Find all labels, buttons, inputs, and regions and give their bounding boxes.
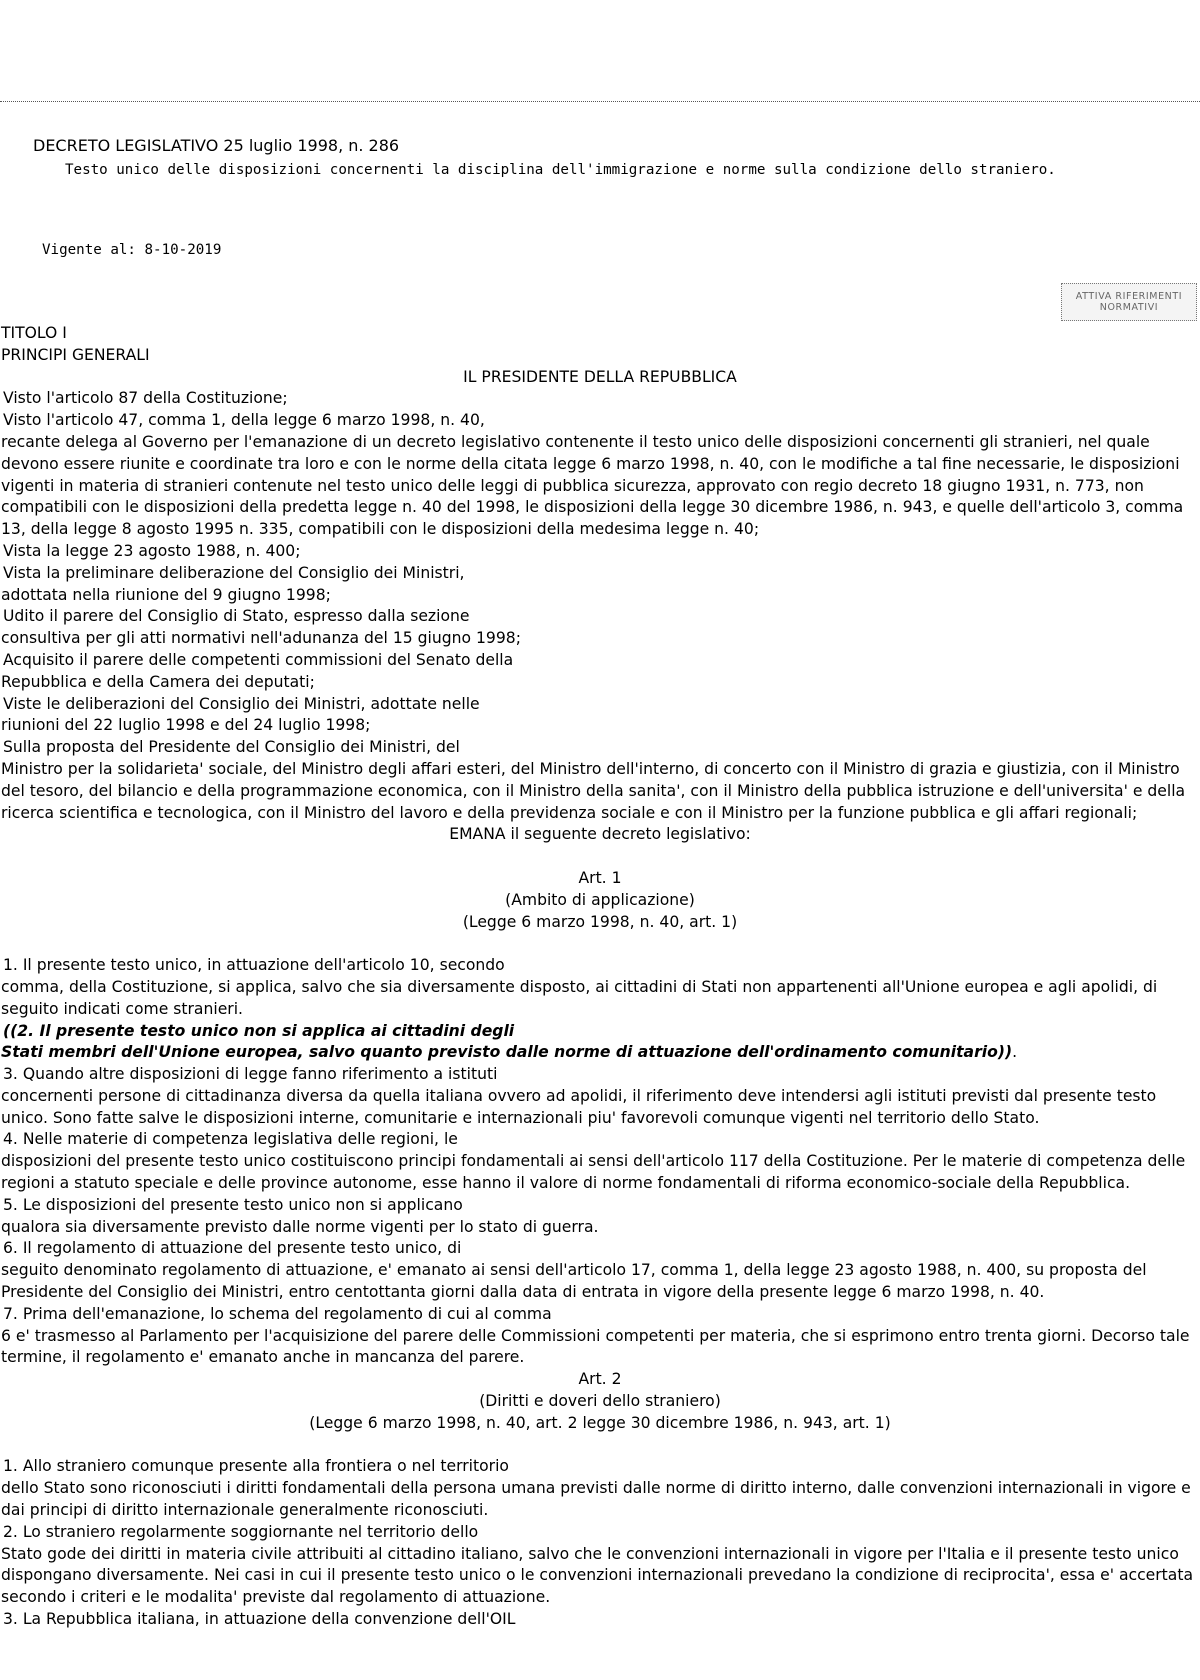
preamble-para: Udito il parere del Consiglio di Stato, espresso dalla sezione (3, 607, 470, 626)
ref-button-line1: ATTIVA RIFERIMENTI (1075, 291, 1183, 302)
article-title: (Diritti e doveri dello straniero) (479, 1392, 721, 1411)
comma-text: 6. Il regolamento di attuazione del presente testo unico, di (3, 1239, 462, 1258)
comma-text: 1. Allo straniero comunque presente alla frontiera o nel territorio (3, 1457, 509, 1476)
document-title: DECRETO LEGISLATIVO 25 luglio 1998, n. 286 (33, 136, 400, 155)
preamble-para: adottata nella riunione del 9 giugno 1998; (1, 585, 331, 604)
preamble-para: Acquisito il parere delle competenti commissioni del Senato della (3, 650, 514, 669)
comma-text: 3. Quando altre disposizioni di legge fanno riferimento a istituti (3, 1065, 498, 1084)
preamble-para: consultiva per gli atti normativi nell'adunanza del 15 giugno 1998; (1, 629, 521, 648)
article-title: (Ambito di applicazione) (505, 890, 695, 909)
article-source: (Legge 6 marzo 1998, n. 40, art. 2 legge 30 dicembre 1986, n. 943, art. 1) (309, 1413, 891, 1432)
top-dotted-rule (0, 101, 1200, 102)
ref-button-line2: NORMATIVI (1099, 302, 1159, 313)
comma-text: 2. Lo straniero regolarmente soggiornante nel territorio dello (3, 1522, 479, 1541)
preamble-para: Vista la legge 23 agosto 1988, n. 400; (3, 541, 301, 560)
preamble-para: Visto l'articolo 87 della Costituzione; (3, 389, 288, 408)
comma-text: 4. Nelle materie di competenza legislativa delle regioni, le (3, 1130, 458, 1149)
amended-comma-text: Stati membri dell'Unione europea, salvo quanto previsto dalle norme di attuazione dell'ordinamento comunitario)) (1, 1043, 1013, 1062)
preamble-para: recante delega al Governo per l'emanazione di un decreto legislativo contenente il testo unico delle disposizioni concernenti gli stranieri, nel quale devono essere riunite e coordinate tra loro e con le norme della citata legge 6 marzo 1998, n. 40, con le modifiche a tal fine necessarie, le disposizioni vigenti in materia di stranieri contenute nel testo unico delle leggi di pubblica sicurezza, approvato con regio decreto 18 giugno 1931, n. 773, non compatibili con le disposizioni della predetta legge n. 40 del 1998, le disposizioni della legge 30 dicembre 1986, n. 943, e quelle dell'articolo 3, comma 13, della legge 8 agosto 1995 n. 335, compatibili con le disposizioni della medesima legge n. 40; (1, 432, 1184, 539)
comma-text: 1. Il presente testo unico, in attuazione dell'articolo 10, secondo (3, 956, 505, 975)
document-body (0, 323, 1200, 1631)
comma-text: seguito denominato regolamento di attuazione, e' emanato ai sensi dell'articolo 17, comma 1, della legge 23 agosto 1988, n. 400, su proposta del Presidente del Consiglio dei Ministri, entro centottanta giorni dalla data di entrata in vigore della presente legge 6 marzo 1998, n. 40. (1, 1261, 1147, 1302)
comma-text: Stato gode dei diritti in materia civile attribuiti al cittadino italiano, salvo che le convenzioni internazionali in vigore per l'Italia e il presente testo unico dispongano diversamente. Nei casi in cui il presente testo unico o le convenzioni internazionali prevedano la condizione di reciprocita', essa e' accertata secondo i criteri e le modalita' previste dal regolamento di attuazione. (1, 1544, 1194, 1607)
emana-line: EMANA il seguente decreto legislativo: (449, 825, 751, 844)
titolo-number: TITOLO I (1, 324, 67, 342)
amended-comma-text: ((2. Il presente testo unico non si applica ai cittadini degli (3, 1021, 515, 1040)
preamble-para: Visto l'articolo 47, comma 1, della legge 6 marzo 1998, n. 40, (3, 411, 485, 430)
comma-text: disposizioni del presente testo unico costituiscono principi fondamentali ai sensi dell'articolo 117 della Costituzione. Per le materie di competenza delle regioni a statuto speciale e delle province autonome, esse hanno il valore di norme fondamentali di riforma economico-sociale della Repubblica. (1, 1152, 1186, 1193)
comma-text: 6 e' trasmesso al Parlamento per l'acquisizione del parere delle Commissioni competenti per materia, che si esprimono entro trenta giorni. Decorso tale termine, il regolamento e' emanato anche in mancanza del parere. (1, 1326, 1190, 1367)
preamble-para: Repubblica e della Camera dei deputati; (1, 672, 315, 691)
titolo-name: PRINCIPI GENERALI (1, 345, 150, 364)
comma-text: qualora sia diversamente previsto dalle norme vigenti per lo stato di guerra. (1, 1217, 599, 1236)
comma-text: concernenti persone di cittadinanza diversa da quella italiana ovvero ad apolidi, il riferimento deve intendersi agli istituti previsti dal presente testo unico. Sono fatte salve le disposizioni interne, comunitarie e internazionali piu' favorevoli comunque vigenti nel territorio dello Stato. (1, 1086, 1157, 1127)
article-number: Art. 1 (578, 868, 622, 887)
document-subtitle: Testo unico delle disposizioni concernenti la disciplina dell'immigrazione e norme sulla condizione dello straniero. (65, 162, 1056, 178)
comma-text: comma, della Costituzione, si applica, salvo che sia diversamente disposto, ai cittadini di Stati non appartenenti all'Unione europea e agli apolidi, di seguito indicati come stranieri. (1, 977, 1158, 1018)
comma-text: dello Stato sono riconosciuti i diritti fondamentali della persona umana previsti dalle norme di diritto interno, dalle convenzioni internazionali in vigore e dai principi di diritto internazionale generalmente riconosciuti. (1, 1479, 1191, 1520)
preamble-para: Ministro per la solidarieta' sociale, del Ministro degli affari esteri, del Ministro dell'interno, di concerto con il Ministro di grazia e giustizia, con il Ministro del tesoro, del bilancio e della programmazione economica, con il Ministro della sanita', con il Ministro della pubblica istruzione e dell'universita' e della ricerca scientifica e tecnologica, con il Ministro del lavoro e della previdenza sociale e con il Ministro per la funzione pubblica e gli affari regionali; (1, 759, 1186, 822)
comma-text: 5. Le disposizioni del presente testo unico non si applicano (3, 1195, 463, 1214)
attiva-riferimenti-button[interactable] (1061, 283, 1197, 321)
comma-period: . (1012, 1043, 1018, 1062)
preamble-para: Sulla proposta del Presidente del Consiglio dei Ministri, del (3, 738, 460, 757)
vigente-date: Vigente al: 8-10-2019 (42, 242, 222, 258)
article-number: Art. 2 (578, 1370, 622, 1389)
preamble-para: riunioni del 22 luglio 1998 e del 24 luglio 1998; (1, 716, 371, 735)
president-heading: IL PRESIDENTE DELLA REPUBBLICA (463, 367, 737, 386)
article-source: (Legge 6 marzo 1998, n. 40, art. 1) (462, 912, 738, 931)
preamble-para: Vista la preliminare deliberazione del Consiglio dei Ministri, (3, 563, 465, 582)
comma-text: 3. La Repubblica italiana, in attuazione della convenzione dell'OIL (3, 1610, 516, 1629)
preamble-para: Viste le deliberazioni del Consiglio dei Ministri, adottate nelle (3, 694, 480, 713)
comma-text: 7. Prima dell'emanazione, lo schema del regolamento di cui al comma (3, 1304, 552, 1323)
